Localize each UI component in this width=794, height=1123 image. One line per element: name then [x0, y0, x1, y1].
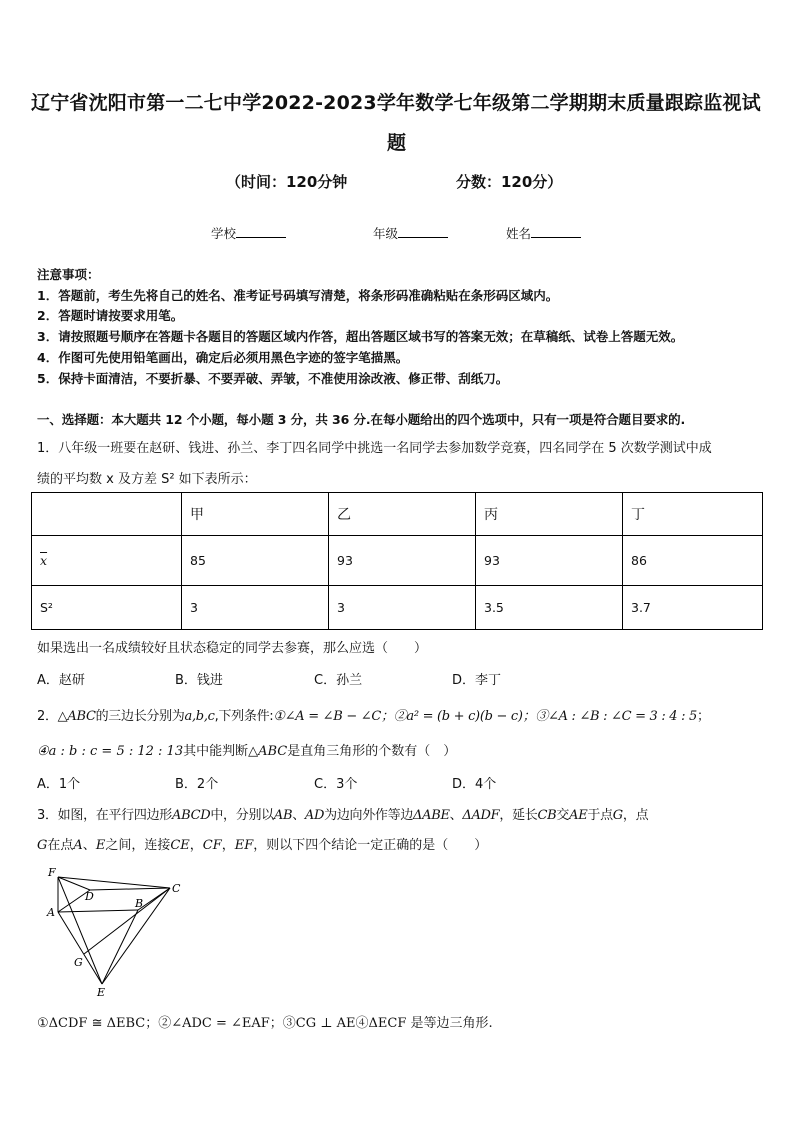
table-mean-label — [32, 536, 182, 586]
q2-cond1: ①∠A = ∠B − ∠C — [273, 709, 381, 724]
q3-line2 — [37, 834, 487, 853]
table-cell: 3.7 — [623, 586, 763, 630]
q3-cf: CF — [202, 838, 222, 853]
q1-option-d[interactable]: D．李丁 — [452, 673, 502, 688]
score-label: 分数：120分） — [456, 173, 563, 191]
grade-field[interactable] — [373, 224, 448, 242]
q3-text: 交 — [556, 808, 570, 823]
q2-option-b[interactable]: B．2个 — [175, 777, 219, 792]
note-item: 4．作图可先使用铅笔画出，确定后必须用黑色字迹的签字笔描黑。 — [37, 350, 409, 365]
q1-question: 如果选出一名成绩较好且状态稳定的同学去参赛，那么应选（ ） — [37, 641, 428, 656]
q3-sep: 、 — [292, 808, 305, 823]
note-item: 3．请按照题号顺序在答题卡各题目的答题区域内作答，超出答题区域书写的答案无效；在草稿纸、试卷上答题无效。 — [37, 329, 684, 344]
note-item: 2．答题时请按要求用笔。 — [37, 308, 184, 323]
figure-label-b: B — [135, 897, 144, 910]
q2-cond4: ④a : b : c = 5 : 12 : 13 — [37, 744, 184, 759]
q2-text-b: ,下列条件: — [214, 709, 274, 724]
table-cell: 3 — [329, 586, 476, 630]
exam-title-line1: 辽宁省沈阳市第一二七中学2022-2023学年数学七年级第二学期期末质量跟踪监视试 — [31, 92, 761, 114]
q3-abcd: ABCD — [171, 808, 211, 823]
table-header-empty — [32, 493, 182, 536]
q3-text: ，点 — [622, 808, 649, 823]
q2-num: 2． — [37, 709, 58, 724]
table-header-yi: 乙 — [329, 493, 476, 536]
q2-cond3: ；③∠A : ∠B : ∠C = 3 : 4 : 5 — [522, 709, 697, 724]
q2-triangle: △ABC — [57, 709, 96, 724]
q2-line2-triangle: △ABC — [248, 744, 288, 759]
q3-ae: AE — [569, 808, 588, 823]
q3-sep: 、 — [82, 838, 96, 853]
q2-text-a: 的三边长分别为 — [95, 709, 185, 724]
q3-geometry-figure — [40, 862, 190, 1002]
section1-header: 一、选择题：本大题共 12 个小题，每小题 3 分，共 36 分.在每小题给出的四个选项中，只有一项是符合题目要求的. — [37, 412, 686, 427]
figure-label-e: E — [97, 986, 106, 999]
q3-adf: ΔADF — [462, 808, 500, 823]
q3-g: G — [612, 808, 623, 823]
q3-ab: AB — [273, 808, 293, 823]
q3-ef: EF — [234, 838, 254, 853]
school-field[interactable] — [211, 224, 286, 242]
table-cell: 93 — [329, 536, 476, 586]
q2-line2 — [37, 740, 456, 759]
figure-label-c: C — [172, 882, 181, 895]
q2-line2-text: 其中能判断 — [183, 744, 249, 759]
table-var-label: S² — [32, 586, 182, 630]
school-blank[interactable] — [236, 225, 286, 238]
school-label: 学校 — [211, 226, 237, 241]
q3-cb: CB — [537, 808, 557, 823]
q3-a: A — [73, 838, 83, 853]
q3-text: 为边向外作等边 — [324, 808, 414, 823]
q2-option-d[interactable]: D．4个 — [452, 777, 497, 792]
q2-option-a[interactable]: A．1个 — [37, 777, 81, 792]
grade-label: 年级 — [373, 226, 399, 241]
q1-stats-table — [31, 492, 763, 630]
table-cell: 86 — [623, 536, 763, 586]
figure-label-d: D — [85, 890, 94, 903]
q1-option-a[interactable]: A．赵研 — [37, 673, 85, 688]
q1-option-b[interactable]: B．钱进 — [175, 673, 223, 688]
q2-line1 — [37, 705, 710, 724]
q3-line1 — [37, 804, 648, 823]
notes-heading: 注意事项： — [37, 267, 100, 282]
q2-cond2: ；②a² = (b + c)(b − c) — [381, 709, 523, 724]
exam-title-line2: 题 — [387, 132, 407, 154]
name-label: 姓名 — [506, 226, 532, 241]
q3-text: ，延长 — [499, 808, 538, 823]
figure-label-g: G — [74, 956, 83, 969]
q2-option-c[interactable]: C．3个 — [314, 777, 358, 792]
table-cell: 85 — [182, 536, 329, 586]
table-cell: 93 — [476, 536, 623, 586]
table-header-ding: 丁 — [623, 493, 763, 536]
figure-label-f: F — [48, 866, 56, 879]
q3-text: ，则以下四个结论一定正确的是（ ） — [253, 838, 488, 853]
q3-text: 之间，连接 — [105, 838, 171, 853]
mean-symbol: $\overline{x}$ — [40, 553, 48, 568]
q3-e: E — [95, 838, 106, 853]
q3-text: 3．如图，在平行四边形 — [37, 808, 172, 823]
q3-sep: 、 — [449, 808, 463, 823]
q3-conclusions: ①ΔCDF ≅ ΔEBC；②∠ADC = ∠EAF；③CG ⊥ AE④ΔECF 是等边三角形. — [37, 1016, 493, 1031]
table-cell: 3 — [182, 586, 329, 630]
figure-label-a: A — [47, 906, 55, 919]
note-item: 1．答题前，考生先将自己的姓名、准考证号码填写清楚，将条形码准确粘贴在条形码区域内。 — [37, 288, 559, 303]
q3-g2: G — [37, 838, 48, 853]
q1-line1: 1．八年级一班要在赵研、钱进、孙兰、李丁四名同学中挑选一名同学去参加数学竞赛，四名同学在 5 次数学测试中成 — [37, 441, 712, 456]
table-header-jia: 甲 — [182, 493, 329, 536]
q3-abe: ΔABE — [413, 808, 450, 823]
q3-sep: ， — [189, 838, 203, 853]
q2-line2-tail: 是直角三角形的个数有（ ） — [287, 744, 457, 759]
q3-text: 于点 — [587, 808, 613, 823]
q3-sep: ， — [221, 838, 235, 853]
q3-ce: CE — [170, 838, 190, 853]
table-cell: 3.5 — [476, 586, 623, 630]
q1-line2: 绩的平均数 x 及方差 S² 如下表所示： — [37, 472, 257, 487]
q2-tail: ； — [696, 709, 710, 724]
q1-option-c[interactable]: C．孙兰 — [314, 673, 363, 688]
time-label: （时间：120分钟 — [226, 173, 348, 191]
q3-text: 在点 — [47, 838, 74, 853]
name-field[interactable] — [506, 224, 581, 242]
note-item: 5．保持卡面清洁，不要折暴、不要弄破、弄皱，不准使用涂改液、修正带、刮纸刀。 — [37, 371, 509, 386]
name-blank[interactable] — [531, 225, 581, 238]
grade-blank[interactable] — [398, 225, 448, 238]
q2-abc: a,b,c — [184, 709, 215, 724]
q3-ad: AD — [304, 808, 325, 823]
table-header-bing: 丙 — [476, 493, 623, 536]
q3-text: 中，分别以 — [210, 808, 274, 823]
